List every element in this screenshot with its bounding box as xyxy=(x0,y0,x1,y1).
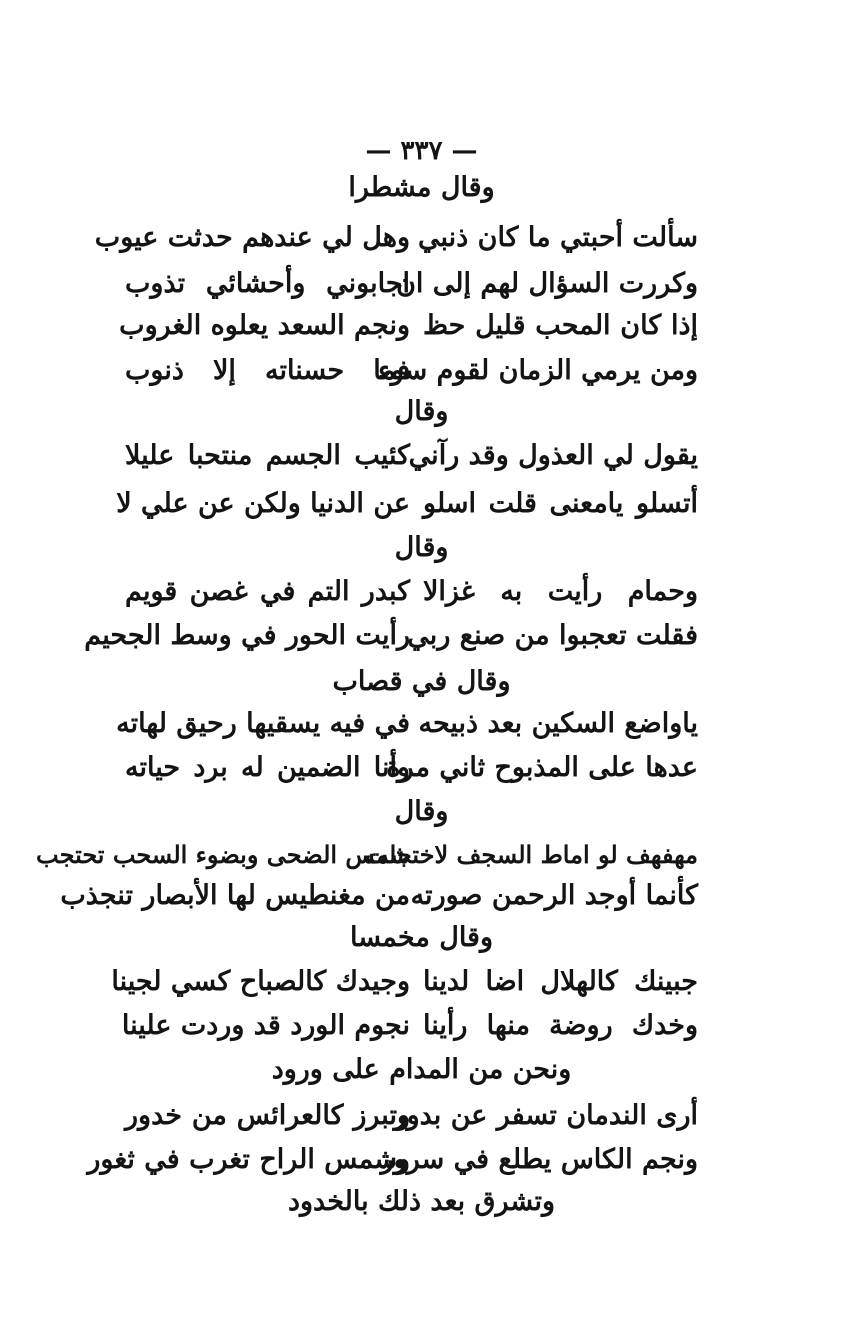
second-hemistich: وهل لي عندهم حدثت عيوب xyxy=(94,222,410,253)
first-hemistich: وخدك روضة منها رأينا xyxy=(423,1010,698,1041)
second-hemistich: فما حسناته إلا ذنوب xyxy=(125,355,410,386)
first-hemistich: يقول لي العذول وقد رآني xyxy=(408,440,698,471)
verse-line xyxy=(0,620,843,660)
first-hemistich: ياواضع السكين بعد ذبيحه xyxy=(418,708,698,739)
verse-line xyxy=(0,440,843,480)
second-hemistich: وشمس الراح تغرب في ثغور xyxy=(87,1144,410,1175)
second-hemistich: كئيب الجسم منتحبا عليلا xyxy=(125,440,410,471)
section-heading: وقال مخمسا xyxy=(349,922,493,953)
verse-line xyxy=(0,222,843,262)
verse-line xyxy=(0,966,843,1006)
first-hemistich: أتسلو يامعنى قلت اسلو xyxy=(423,488,698,519)
first-hemistich: إذا كان المحب قليل حظ xyxy=(423,310,698,341)
verse-line xyxy=(0,268,843,308)
second-hemistich: نجوم الورد قد وردت علينا xyxy=(121,1010,410,1041)
section-heading: وقال xyxy=(394,796,449,827)
first-hemistich: أرى الندمان تسفر عن بدور xyxy=(393,1100,698,1131)
second-hemistich: شمس الضحى وبضوء السحب تحتجب xyxy=(36,840,410,869)
second-hemistich: رأيت الحور في وسط الجحيم xyxy=(84,620,410,651)
verse-line xyxy=(0,880,843,920)
first-hemistich: وحمام رأيت به غزالا xyxy=(423,576,698,607)
second-hemistich: من مغنطيس لها الأبصار تنجذب xyxy=(60,880,410,911)
section-heading: وقال xyxy=(394,396,449,427)
second-hemistich: اجابوني وأحشائي تذوب xyxy=(125,268,410,299)
first-hemistich: مهفهف لو اماط السجف لاختجلت xyxy=(365,840,698,869)
section-heading: وقال مشطرا xyxy=(348,172,495,203)
verse-line xyxy=(0,1144,843,1184)
first-hemistich: ونجم الكاس يطلع في سرور xyxy=(380,1144,698,1175)
verse-line xyxy=(0,576,843,616)
second-hemistich: وتبرز كالعرائس من خدور xyxy=(125,1100,410,1131)
closing-line: ونحن من المدام على ورود xyxy=(271,1054,572,1085)
second-hemistich: وأنا الضمين له برد حياته xyxy=(125,752,410,783)
verse-line xyxy=(0,355,843,395)
second-hemistich: في فيه يسقيها رحيق لهاته xyxy=(116,708,410,739)
second-hemistich: كبدر التم في غصن قويم xyxy=(125,576,410,607)
first-hemistich: عدها على المذبوح ثاني مرة xyxy=(386,752,698,783)
verse-line xyxy=(0,488,843,528)
first-hemistich: وكررت السؤال لهم إلى ان xyxy=(396,268,698,299)
verse-line xyxy=(0,708,843,748)
first-hemistich: جبينك كالهلال اضا لدينا xyxy=(423,966,698,997)
verse-line xyxy=(0,840,843,880)
section-heading: وقال في قصاب xyxy=(332,666,511,697)
first-hemistich: كأنما أوجد الرحمن صورته xyxy=(410,880,698,911)
second-hemistich: ونجم السعد يعلوه الغروب xyxy=(119,310,410,341)
verse-line xyxy=(0,752,843,792)
page-number: — ٣٣٧ — xyxy=(365,136,478,166)
verse-line xyxy=(0,1100,843,1140)
verse-line xyxy=(0,310,843,350)
first-hemistich: فقلت تعجبوا من صنع ربي xyxy=(407,620,698,651)
first-hemistich: سألت أحبتي ما كان ذنبي xyxy=(418,222,698,253)
section-heading: وقال xyxy=(394,532,449,563)
second-hemistich: عن الدنيا ولكن عن علي لا xyxy=(116,488,410,519)
first-hemistich: ومن يرمي الزمان لقوم سوء xyxy=(378,355,698,386)
closing-line: وتشرق بعد ذلك بالخدود xyxy=(287,1186,556,1217)
verse-line xyxy=(0,1010,843,1050)
second-hemistich: وجيدك كالصباح كسي لجينا xyxy=(111,966,410,997)
